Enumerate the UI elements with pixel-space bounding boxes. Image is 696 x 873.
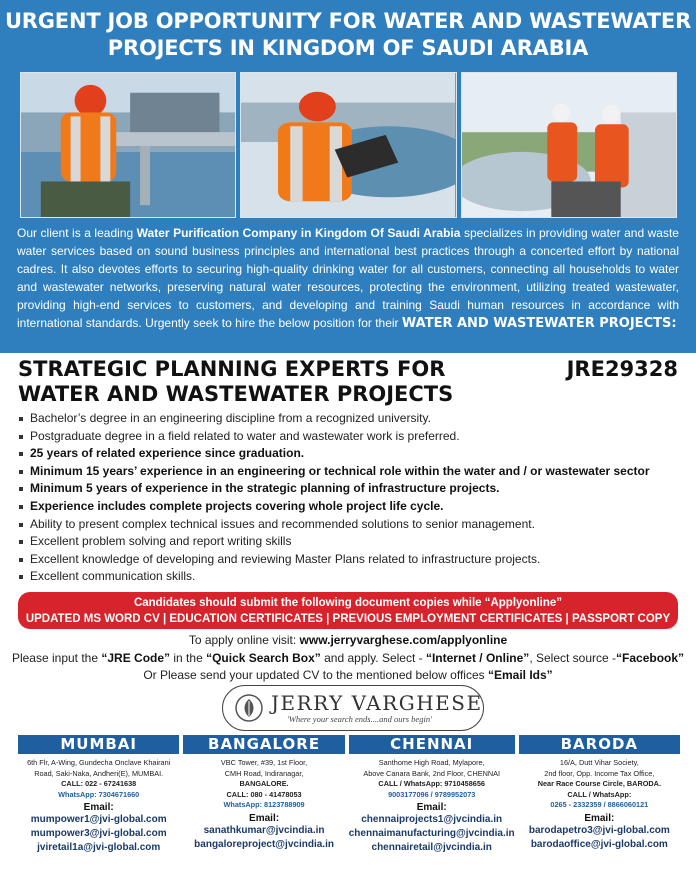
requirement-item: Excellent communication skills. <box>18 568 688 586</box>
intro-company-name: Water Purification Company in Kingdom Of Saudi Arabia <box>136 226 461 240</box>
apply-prefix: To apply online visit: <box>188 633 300 647</box>
company-intro <box>17 224 679 334</box>
office-line: WhatsApp: 8123788909 <box>223 800 305 809</box>
job-title-line-2: WATER AND WASTEWATER PROJECTS <box>18 382 454 406</box>
requirement-item: Postgraduate degree in a field related to water and wastewater work is preferred. <box>18 428 688 446</box>
office-name: BARODA <box>519 735 680 754</box>
office-baroda <box>519 735 680 863</box>
office-email-link[interactable]: mumpower3@jvi-global.com <box>30 828 167 839</box>
photo-strip <box>20 72 677 218</box>
office-email-label: Email: <box>83 802 114 813</box>
office-address <box>519 758 680 811</box>
documents-line-1: Candidates should submit the following document copies while “Applyonline” <box>133 597 563 609</box>
office-email-link[interactable]: mumpower1@jvi-global.com <box>30 814 167 825</box>
apply-line-1 <box>0 632 696 650</box>
office-line: Road, Saki-Naka, Andheri(E), MUMBAI. <box>34 768 164 778</box>
requirement-item: 25 years of related experience since graduation. <box>18 445 688 463</box>
apply-text-e: Or Please send your updated CV to the mentioned below offices <box>143 668 488 682</box>
apply-text-a: Please input the <box>11 650 102 665</box>
office-email-list <box>519 824 680 852</box>
office-address <box>349 758 515 800</box>
photo-engineer-inspecting <box>20 72 236 218</box>
office-email-link[interactable]: jviretail1a@jvi-global.com <box>37 842 161 853</box>
office-line: Above Canara Bank, 2nd Floor, CHENNAI <box>363 768 501 778</box>
apply-internet: “Internet / Online” <box>425 650 530 665</box>
logo-name: JERRY VARGHESE <box>271 691 483 715</box>
requirement-item: Experience includes complete projects covering whole project life cycle. <box>18 498 688 516</box>
office-email-link[interactable]: chennaiprojects1@jvcindia.in <box>361 814 503 825</box>
company-logo <box>222 685 484 731</box>
requirement-item: Bachelor’s degree in an engineering discipline from a recognized university. <box>18 410 688 428</box>
apply-text-d: , Select source - <box>529 650 617 665</box>
headline-line-1: URGENT JOB OPPORTUNITY FOR WATER AND WASTEWATER <box>4 9 692 33</box>
logo-leaf-icon <box>235 694 263 722</box>
office-email-list <box>349 813 515 855</box>
apply-facebook: “Facebook” <box>616 650 685 665</box>
office-line: 2nd floor, Opp. Income Tax Office, <box>544 768 655 778</box>
office-chennai <box>349 735 515 863</box>
office-email-list <box>183 824 344 852</box>
intro-text-2: specializes in providing water and waste water services based on sound business principles and international best practices through a concerted effort by national cadres. It also devotes efforts to securing high-quality drinking water for all customers, connecting all households to water and wastewater networks, preserving natural water resources, protecting the environment, utilizing treated wastewater, providing high-end services to customers, and developing and training Saudi human resources in accordance with international standards. Urgently seek to hire the below position for their <box>17 226 679 331</box>
job-code: JRE29328 <box>566 357 678 381</box>
office-name: MUMBAI <box>18 735 179 754</box>
office-email-link[interactable]: barodaoffice@jvi-global.com <box>530 838 668 850</box>
office-name: BANGALORE <box>183 735 344 754</box>
office-address <box>183 758 344 811</box>
apply-jre-code: “JRE Code” <box>101 650 171 665</box>
job-title <box>18 357 538 407</box>
requirement-item: Minimum 5 years of experience in the strategic planning of infrastructure projects. <box>18 480 688 498</box>
apply-line-2 <box>0 650 696 668</box>
headline <box>0 8 696 62</box>
documents-line-2: UPDATED MS WORD CV | EDUCATION CERTIFICATES | PREVIOUS EMPLOYMENT CERTIFICATES | PASSPORT COPY <box>25 613 671 625</box>
office-name: CHENNAI <box>349 735 515 754</box>
office-email-link[interactable]: chennairetail@jvcindia.in <box>371 842 492 853</box>
office-line: CALL / WhatsApp: <box>567 789 632 799</box>
office-bangalore <box>183 735 344 863</box>
job-title-line-1: STRATEGIC PLANNING EXPERTS FOR <box>18 357 446 381</box>
office-line: 0265 - 2332359 / 8866060121 <box>550 800 649 809</box>
office-line: CALL / WhatsApp: 9710458656 <box>378 779 485 788</box>
office-line: CMH Road, Indiranagar, <box>224 768 304 778</box>
intro-projects: WATER AND WASTEWATER PROJECTS: <box>401 316 677 332</box>
logo-tagline: 'Where your search ends....and ours begin' <box>287 714 432 724</box>
office-email-label: Email: <box>584 812 615 824</box>
apply-search-box: “Quick Search Box” <box>206 650 321 665</box>
apply-instructions <box>0 632 696 685</box>
office-line: BANGALORE. <box>239 779 289 788</box>
header-banner <box>0 0 696 353</box>
documents-banner <box>18 592 678 629</box>
photo-engineer-clipboard <box>240 72 456 218</box>
photo-workers-plant <box>461 72 677 218</box>
office-line: WhatsApp: 7304671660 <box>58 789 140 799</box>
requirement-item: Ability to present complex technical issues and recommended solutions to senior management. <box>18 516 688 534</box>
office-line: VBC Tower, #39, 1st Floor, <box>220 758 308 767</box>
office-line: CALL: 080 - 41478053 <box>226 789 302 799</box>
office-email-link[interactable]: barodapetro3@jvi-global.com <box>528 824 670 836</box>
intro-text-1: Our client is a leading <box>17 226 137 240</box>
office-email-link[interactable]: chennaimanufacturing@jvcindia.in <box>348 828 515 839</box>
office-mumbai <box>18 735 179 863</box>
apply-url-link[interactable]: www.jerryvarghese.com/applyonline <box>299 633 508 647</box>
apply-text-b: in the <box>170 650 207 665</box>
apply-line-3 <box>0 667 696 685</box>
office-line: CALL: 022 - 67241638 <box>61 779 137 788</box>
office-line: Santhome High Road, Mylapore, <box>378 758 485 767</box>
requirements-list <box>18 410 688 586</box>
office-line: 6th Flr, A-Wing, Gundecha Onclave Khairani <box>27 758 171 767</box>
requirement-item: Excellent problem solving and report writing skills <box>18 533 688 551</box>
office-email-label: Email: <box>416 802 447 813</box>
apply-email-ids: “Email Ids” <box>487 668 553 682</box>
office-email-link[interactable]: bangaloreproject@jvcindia.in <box>194 838 334 850</box>
office-email-link[interactable]: sanathkumar@jvcindia.in <box>203 824 325 836</box>
job-heading <box>18 357 678 407</box>
requirement-item: Minimum 15 years’ experience in an engineering or technical role within the water and / or wastewater sector <box>18 463 688 481</box>
office-address <box>18 758 179 800</box>
requirement-item: Excellent knowledge of developing and reviewing Master Plans related to infrastructure projects. <box>18 551 688 569</box>
office-line: Near Race Course Circle, BARODA. <box>537 779 661 788</box>
offices-row <box>18 735 680 863</box>
office-line: 16/A, Dutt Vihar Society, <box>559 758 639 767</box>
headline-line-2: PROJECTS IN KINGDOM OF SAUDI ARABIA <box>107 36 589 60</box>
apply-text-c: and apply. Select - <box>320 650 426 665</box>
office-email-label: Email: <box>249 812 280 824</box>
office-line: 9003177096 / 9789952073 <box>388 789 476 799</box>
office-email-list <box>18 813 179 855</box>
